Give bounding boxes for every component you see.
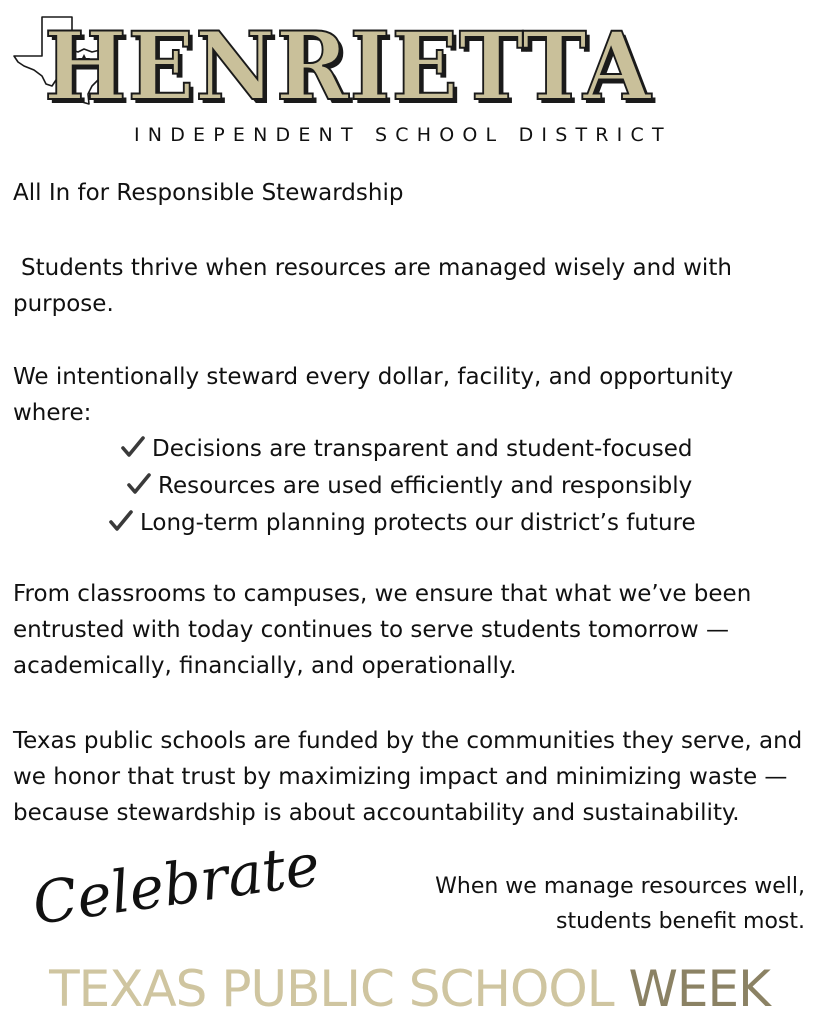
lead-in-paragraph: We intentionally steward every dollar, facility, and opportunity where: — [13, 364, 734, 426]
paragraph-funding: Texas public schools are funded by the communities they serve, and we honor that trust by maximizing impact and minimizing waste — because stewardship is about accountability and sustainability. — [13, 728, 803, 826]
intro-paragraph: Students thrive when resources are managed wisely and with purpose. — [13, 255, 732, 317]
page-heading: All In for Responsible Stewardship — [13, 180, 404, 206]
checkmark-icon — [126, 472, 152, 496]
celebrate-signature — [28, 830, 324, 955]
checkmark-icon — [120, 435, 146, 459]
closing-line-1: When we manage resources well, — [435, 874, 805, 899]
checklist-item-text: Long-term planning protects our district’s future — [140, 510, 696, 536]
footer-accent: WEEK — [628, 960, 770, 1018]
header — [0, 0, 819, 160]
checklist-item — [0, 431, 819, 468]
paragraph-classrooms: From classrooms to campuses, we ensure that what we’ve been entrusted with today continues to serve students tomorrow — academically, financially, and operationally. — [13, 581, 752, 679]
footer-banner — [0, 957, 819, 1021]
footer-lead: TEXAS PUBLIC SCHOOL — [49, 960, 629, 1018]
closing-line-2: students benefit most. — [556, 909, 805, 934]
checkmark-icon — [108, 509, 134, 533]
checklist-item-text: Resources are used efficiently and responsibly — [158, 473, 693, 499]
checklist — [0, 431, 819, 542]
district-wordmark: HENRIETTA — [44, 12, 652, 122]
checklist-item — [0, 505, 819, 542]
district-subtitle: INDEPENDENT SCHOOL DISTRICT — [134, 124, 672, 146]
checklist-item-text: Decisions are transparent and student-focused — [152, 436, 693, 462]
closing-message — [435, 869, 805, 939]
checklist-item — [0, 468, 819, 505]
celebrate-signature-text: Celebrate — [28, 830, 324, 938]
